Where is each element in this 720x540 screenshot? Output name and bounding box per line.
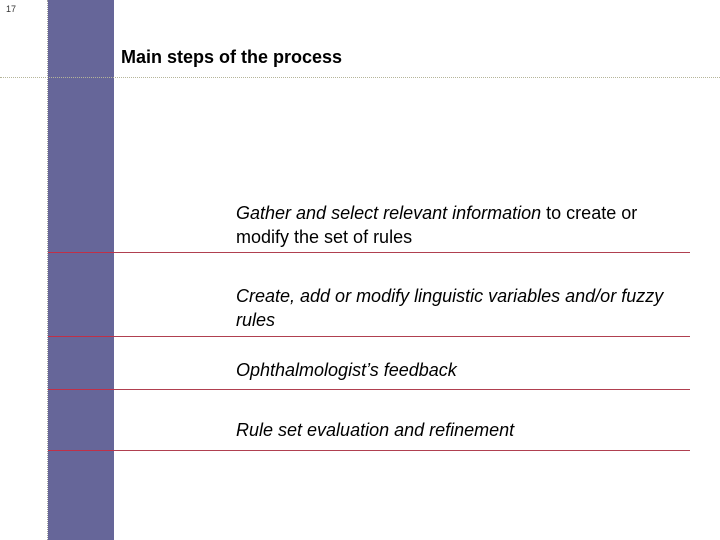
title-guide-line (0, 77, 720, 78)
step-item-4 (236, 418, 676, 442)
step-divider-2 (48, 336, 690, 337)
step-divider-3 (48, 389, 690, 390)
step-divider-1 (48, 252, 690, 253)
step-1-rest-text: to create or modify the set of rules (236, 203, 638, 247)
step-3-italic-text: Ophthalmologist’s feedback (236, 360, 457, 380)
step-item-1 (236, 201, 666, 249)
slide-title: Main steps of the process (121, 47, 343, 67)
slide-number: 17 (6, 4, 17, 14)
left-margin-strip (0, 0, 48, 540)
step-1-italic-text: Gather and select relevant information (236, 203, 542, 223)
sidebar-band (48, 0, 114, 540)
step-item-3 (236, 358, 676, 382)
vertical-guide-line (47, 0, 48, 540)
step-item-2 (236, 284, 676, 332)
step-2-italic-text: Create, add or modify linguistic variables and/or fuzzy rules (236, 286, 664, 330)
step-4-italic-text: Rule set evaluation and refinement (236, 420, 515, 440)
step-divider-4 (48, 450, 690, 451)
